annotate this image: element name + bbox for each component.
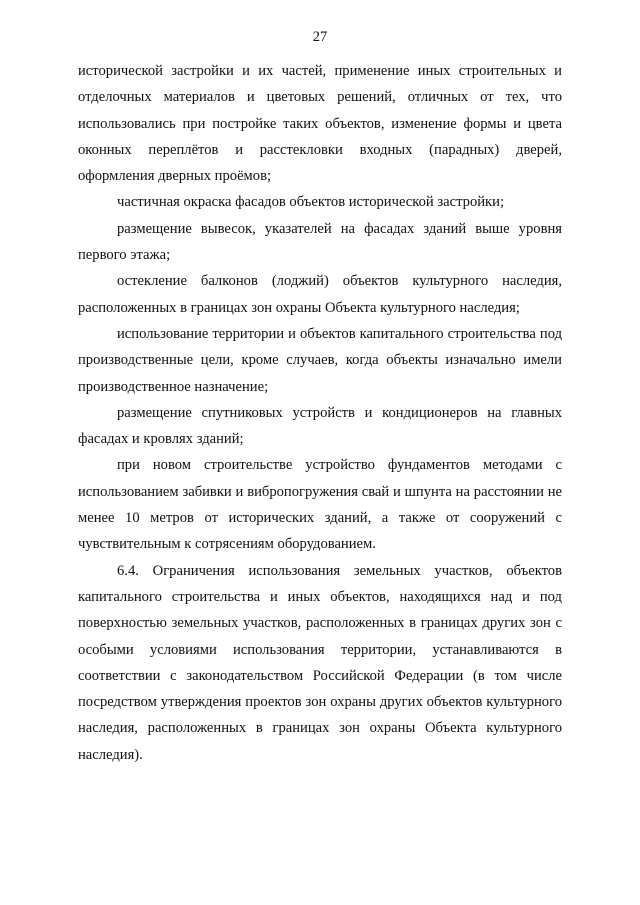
paragraph-section-6-4: 6.4. Ограничения использования земельных участков, объектов капитального строительства и иных объектов, находящихся над и под поверхностью земельных участков, расположенных в границах других зон с особыми условиями использования территории, устанавливаются в соответствии с законодательством Российской Федерации (в том числе посредством утверждения проектов зон охраны других объектов культурного наследия, расположенных в границах зон охраны Объекта культурного наследия).: [78, 562, 562, 763]
page-number: 27: [312, 29, 328, 45]
paragraph-facade-painting: частичная окраска фасадов объектов исторической застройки;: [117, 194, 505, 211]
paragraph-satellite-devices: размещение спутниковых устройств и кондиционеров на главных фасадах и кровлях зданий;: [78, 404, 562, 448]
paragraph-continuation: исторической застройки и их частей, применение иных строительных и отделочных материалов и цветовых решений, отличных от тех, что использовались при постройке таких объектов, изменение формы и цвета оконных переплётов и расстекловки входных (парадных) дверей, оформления дверных проёмов;: [78, 63, 562, 185]
paragraph-industrial-use: использование территории и объектов капитального строительства под производственные цели, кроме случаев, когда объекты изначально имели производственное назначение;: [78, 325, 562, 395]
paragraph-balcony-glazing: остекление балконов (лоджий) объектов культурного наследия, расположенных в границах зон охраны Объекта культурного наследия;: [78, 273, 562, 316]
document-body: [78, 58, 562, 768]
paragraph-signage: размещение вывесок, указателей на фасадах зданий выше уровня первого этажа;: [78, 220, 562, 264]
paragraph-foundations: при новом строительстве устройство фундаментов методами с использованием забивки и вибропогружения свай и шпунта на расстоянии не менее 10 метров от исторических зданий, а также от сооружений с чувствительным к сотрясениям оборудованием.: [78, 457, 562, 553]
